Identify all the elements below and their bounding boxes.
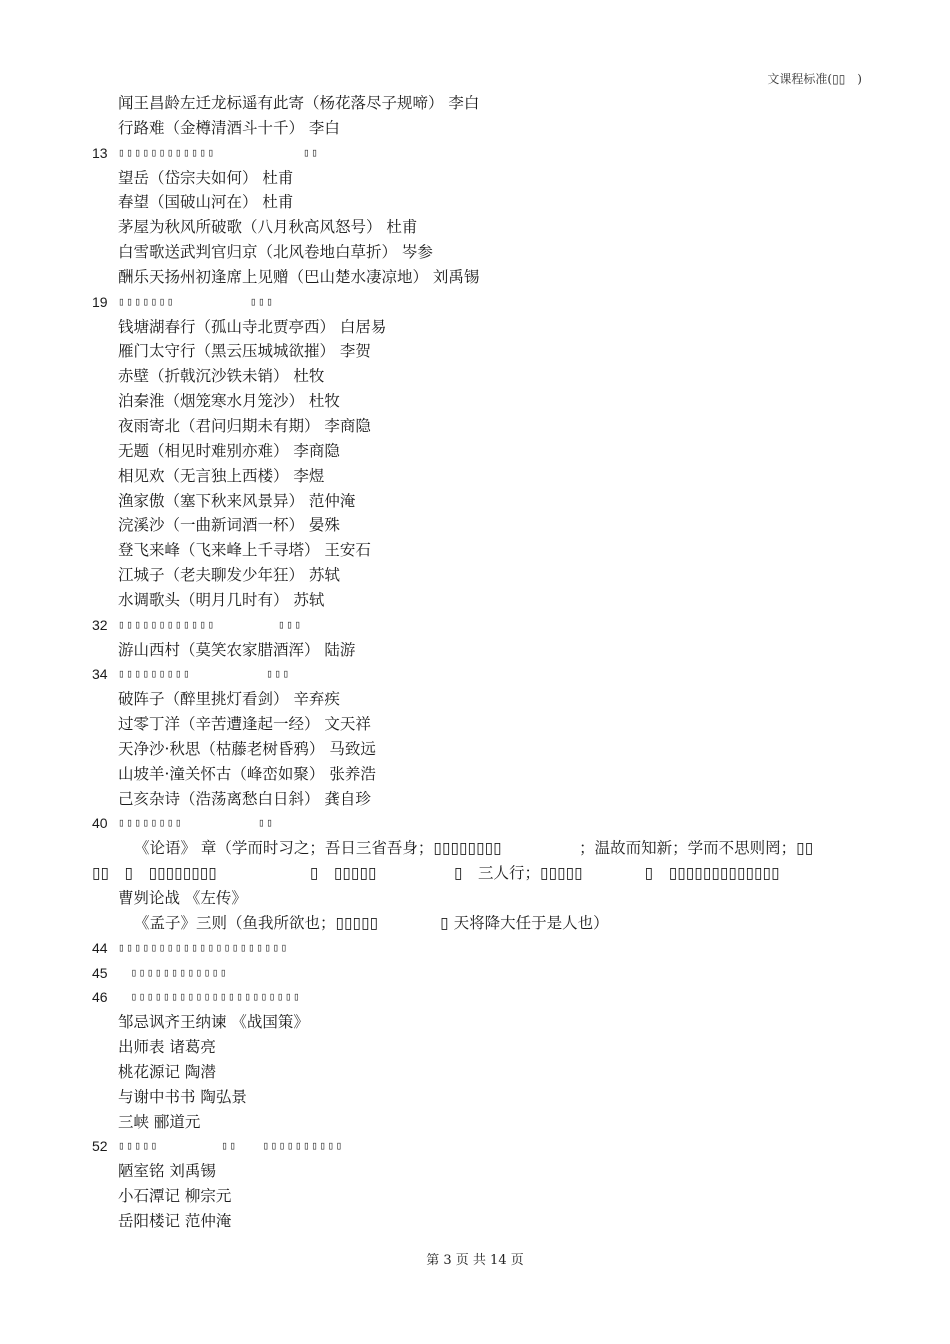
numbered-line — [0, 662, 950, 687]
line-text: 过零丁洋（辛苦遭逢起一经） 文天祥 — [118, 715, 371, 734]
line-text: 山坡羊·潼关怀古（峰峦如聚） 张养浩 — [118, 764, 376, 783]
text-line — [0, 538, 950, 563]
line-text: 邹忌讽齐王纳谏 《战国策》 — [118, 1013, 309, 1032]
text-line — [0, 513, 950, 538]
text-line — [0, 588, 950, 613]
line-text: 望岳（岱宗夫如何） 杜甫 — [118, 168, 294, 187]
line-text: 水调歌头（明月几时有） 苏轼 — [118, 590, 325, 609]
numbered-line — [0, 936, 950, 961]
text-line — [0, 1209, 950, 1234]
text-line — [0, 1110, 950, 1135]
numbered-line — [0, 961, 950, 986]
text-line — [0, 91, 950, 116]
line-text: 《孟子》三则（鱼我所欲也；▯▯▯▯▯ ▯ 天将降大任于是人也） — [134, 913, 609, 932]
text-line — [0, 315, 950, 340]
line-text: 江城子（老夫聊发少年狂） 苏轼 — [118, 566, 340, 585]
garbled-heading-text: ▯▯▯▯▯▯▯▯▯▯▯▯ ▯▯ — [118, 145, 320, 159]
text-line — [0, 1159, 950, 1184]
line-text: 三峡 郦道元 — [118, 1112, 201, 1131]
line-text: 小石潭记 柳宗元 — [118, 1187, 232, 1206]
line-text: 钱塘湖春行（孤山寺北贾亭西） 白居易 — [118, 317, 387, 336]
numbered-line — [0, 290, 950, 315]
line-number: 52 — [92, 1138, 108, 1155]
line-text: 天净沙·秋思（枯藤老树昏鸦） 马致远 — [118, 739, 376, 758]
garbled-heading-text: ▯▯▯▯▯▯▯▯▯▯▯▯ ▯▯▯ — [118, 617, 303, 631]
numbered-line — [0, 613, 950, 638]
numbered-line — [0, 985, 950, 1010]
garbled-heading-text: ▯▯▯▯▯▯▯▯ ▯▯ — [118, 816, 275, 830]
line-text: 游山西村（莫笑农家腊酒浑） 陆游 — [118, 640, 356, 659]
text-line — [0, 389, 950, 414]
text-line — [0, 215, 950, 240]
line-text: 破阵子（醉里挑灯看剑） 辛弃疾 — [118, 690, 340, 709]
text-line — [0, 638, 950, 663]
text-line — [0, 166, 950, 191]
line-text: 陋室铭 刘禹锡 — [118, 1162, 216, 1181]
page-header: 文课程标准(▯▯ ) — [767, 72, 862, 86]
text-line — [0, 1035, 950, 1060]
document-body — [0, 91, 950, 1234]
line-number: 45 — [92, 964, 108, 981]
text-line — [0, 339, 950, 364]
text-line — [0, 712, 950, 737]
line-text: 酬乐天扬州初逢席上见赠（巴山楚水凄凉地） 刘禹锡 — [118, 267, 480, 286]
line-text: 无题（相见时难别亦难） 李商隐 — [118, 441, 340, 460]
line-text: 岳阳楼记 范仲淹 — [118, 1211, 232, 1230]
line-text: 登飞来峰（飞来峰上千寻塔） 王安石 — [118, 541, 371, 560]
line-text: 出师表 诸葛亮 — [118, 1038, 216, 1057]
text-line — [0, 116, 950, 141]
text-line — [0, 364, 950, 389]
garbled-heading-text: ▯▯▯▯▯▯▯▯▯ ▯▯▯ — [118, 667, 291, 681]
line-number: 46 — [92, 989, 108, 1006]
text-line — [0, 687, 950, 712]
line-number: 44 — [92, 939, 108, 956]
text-line — [0, 414, 950, 439]
text-line — [0, 265, 950, 290]
text-line — [0, 1085, 950, 1110]
text-line — [0, 737, 950, 762]
line-text: 曹刿论战 《左传》 — [118, 889, 247, 907]
garbled-heading-text: ▯▯▯▯▯▯▯▯▯▯▯▯▯▯▯▯▯▯▯▯▯ — [118, 940, 289, 954]
text-line — [0, 1010, 950, 1035]
line-text: 夜雨寄北（君问归期未有期） 李商隐 — [118, 416, 371, 435]
line-text: 浣溪沙（一曲新词酒一杯） 晏殊 — [118, 516, 340, 535]
line-text: 《论语》 章（学而时习之；吾日三省吾身；▯▯▯▯▯▯▯▯ ；温故而知新；学而不思则罔；▯▯ — [134, 839, 814, 858]
line-text: 白雪歌送武判官归京（北风卷地白草折） 岑参 — [118, 243, 433, 262]
line-text: 茅屋为秋风所破歌（八月秋高风怒号） 杜甫 — [118, 218, 418, 237]
text-line — [0, 190, 950, 215]
line-number: 32 — [92, 616, 108, 633]
text-line — [0, 563, 950, 588]
text-line — [0, 439, 950, 464]
garbled-heading-text: ▯▯▯▯▯▯▯ ▯▯▯ — [118, 294, 275, 308]
garbled-heading-text: ▯▯▯▯▯▯▯▯▯▯▯▯▯▯▯▯▯▯▯▯▯ — [118, 990, 302, 1004]
garbled-heading-text: ▯▯▯▯▯▯▯▯▯▯▯▯ — [118, 965, 228, 979]
line-text: 己亥杂诗（浩荡离愁白日斜） 龚自珍 — [118, 789, 371, 808]
numbered-line — [0, 811, 950, 836]
text-line — [0, 787, 950, 812]
line-text: 闻王昌龄左迁龙标遥有此寄（杨花落尽子规啼） 李白 — [118, 94, 480, 112]
line-number: 34 — [92, 666, 108, 683]
line-text: 相见欢（无言独上西楼） 李煜 — [118, 466, 325, 485]
line-text: 桃花源记 陶潜 — [118, 1062, 216, 1081]
line-text: 赤壁（折戟沉沙铁未销） 杜牧 — [118, 367, 325, 386]
line-number: 13 — [92, 144, 108, 161]
text-line — [0, 861, 950, 886]
line-text: ▯▯ ▯ ▯▯▯▯▯▯▯▯ ▯ ▯▯▯▯▯ ▯ 三人行；▯▯▯▯▯ ▯ ▯▯▯▯▯▯▯▯▯▯▯▯▯ — [92, 864, 780, 883]
text-line — [0, 1184, 950, 1209]
line-text: 春望（国破山河在） 杜甫 — [118, 193, 294, 212]
numbered-line — [0, 141, 950, 166]
text-line — [0, 886, 950, 911]
line-number: 19 — [92, 293, 108, 310]
numbered-line — [0, 1134, 950, 1159]
line-text: 行路难（金樽清酒斗十千） 李白 — [118, 118, 340, 137]
line-text: 与谢中书书 陶弘景 — [118, 1087, 247, 1106]
text-line — [0, 762, 950, 787]
text-line — [0, 489, 950, 514]
text-line — [0, 911, 950, 936]
text-line — [0, 1060, 950, 1085]
text-line — [0, 836, 950, 861]
text-line — [0, 464, 950, 489]
line-text: 雁门太守行（黑云压城城欲摧） 李贺 — [118, 342, 371, 361]
line-number: 40 — [92, 815, 108, 832]
garbled-heading-text: ▯▯▯▯▯ ▯▯ ▯▯▯▯▯▯▯▯▯▯ — [118, 1139, 344, 1153]
text-line — [0, 240, 950, 265]
line-text: 渔家傲（塞下秋来风景异） 范仲淹 — [118, 491, 356, 510]
line-text: 泊秦淮（烟笼寒水月笼沙） 杜牧 — [118, 392, 340, 411]
page-footer: 第 3 页 共 14 页 — [426, 1253, 524, 1268]
